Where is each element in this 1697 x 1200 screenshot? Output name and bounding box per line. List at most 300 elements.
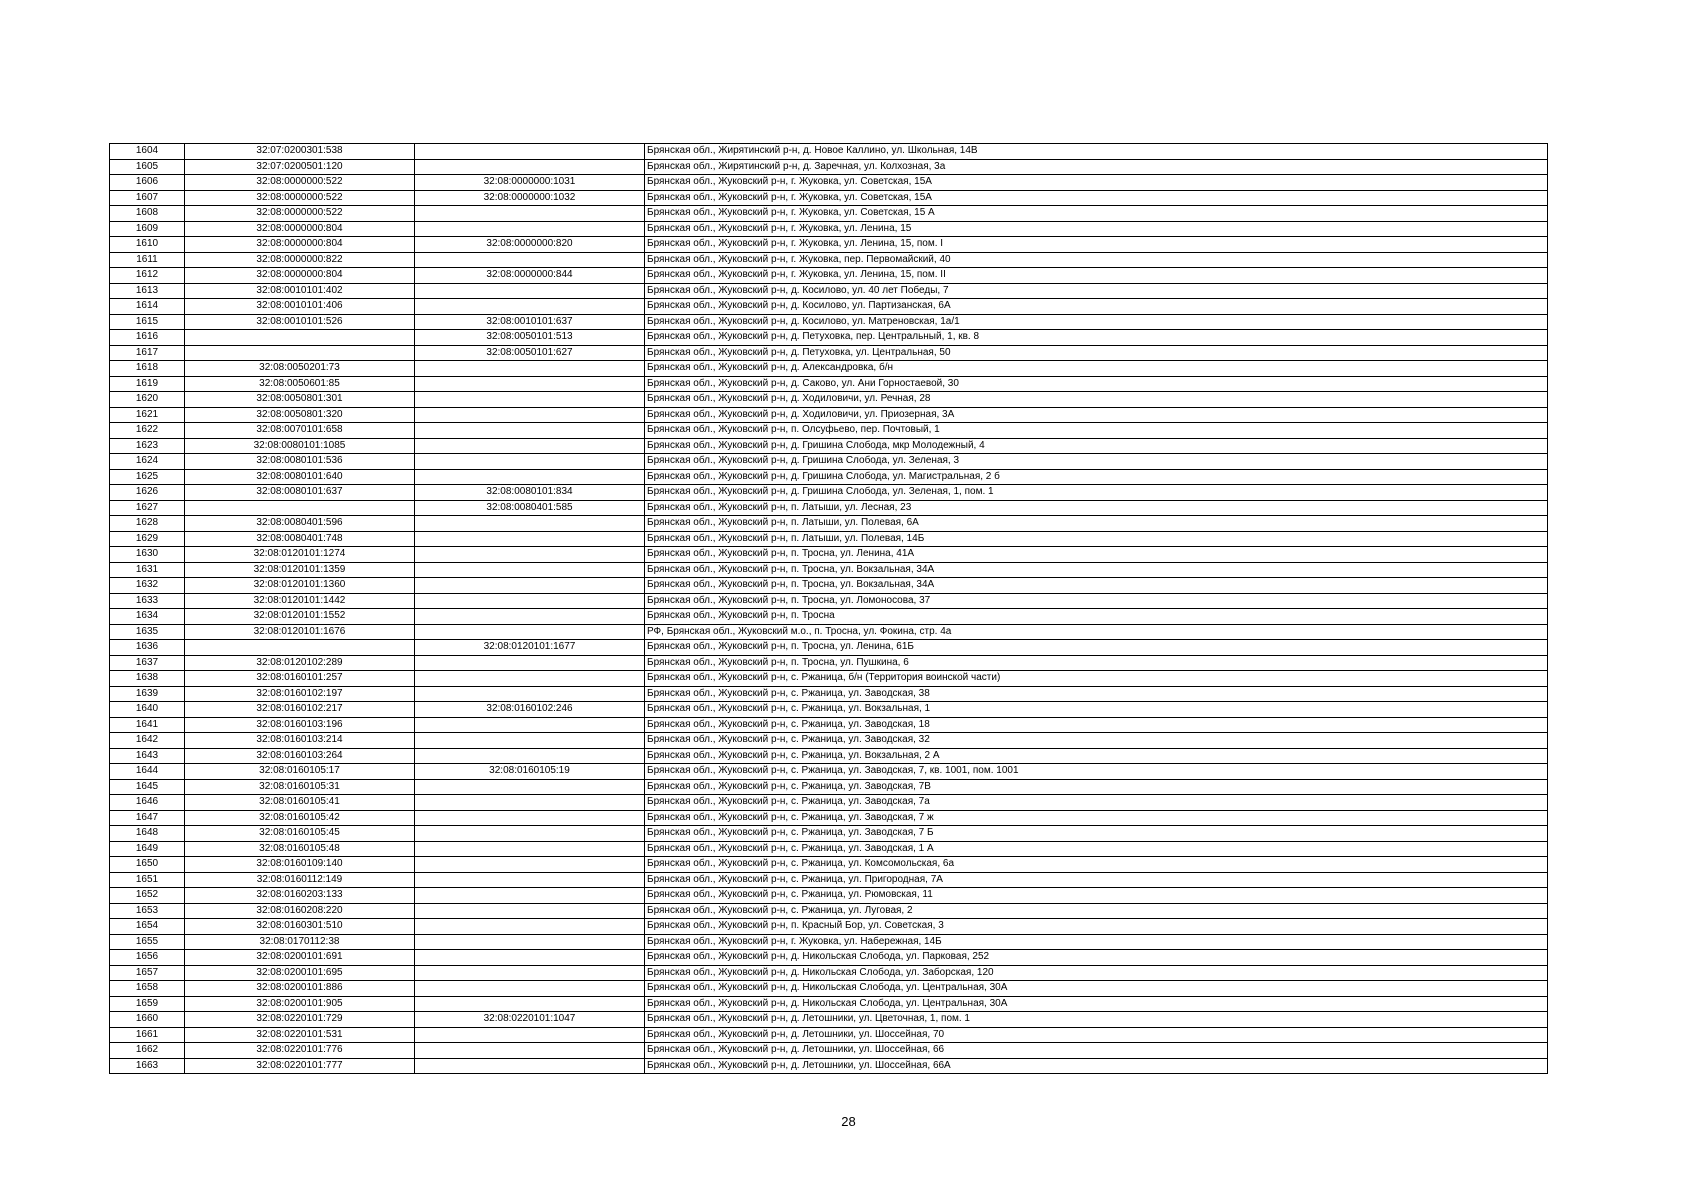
address-cell: Брянская обл., Жуковский р-н, д. Гришина Слобода, ул. Зеленая, 3 (645, 454, 1548, 470)
related-cadastral-number-cell (415, 996, 645, 1012)
address-cell: Брянская обл., Жуковский р-н, п. Олсуфьево, пер. Почтовый, 1 (645, 423, 1548, 439)
row-number-cell: 1633 (110, 593, 185, 609)
related-cadastral-number-cell (415, 779, 645, 795)
related-cadastral-number-cell (415, 717, 645, 733)
table-row (110, 795, 1548, 811)
row-number-cell: 1652 (110, 888, 185, 904)
table-row (110, 1058, 1548, 1074)
related-cadastral-number-cell (415, 872, 645, 888)
table-row (110, 640, 1548, 656)
cadastral-number-cell: 32:08:0010101:526 (185, 314, 415, 330)
cadastral-number-cell: 32:08:0050601:85 (185, 376, 415, 392)
related-cadastral-number-cell (415, 469, 645, 485)
registry-table (109, 143, 1548, 1074)
table-row (110, 981, 1548, 997)
row-number-cell: 1630 (110, 547, 185, 563)
related-cadastral-number-cell (415, 361, 645, 377)
table-row (110, 996, 1548, 1012)
related-cadastral-number-cell (415, 562, 645, 578)
cadastral-number-cell: 32:08:0120101:1359 (185, 562, 415, 578)
cadastral-number-cell: 32:08:0120101:1676 (185, 624, 415, 640)
row-number-cell: 1616 (110, 330, 185, 346)
registry-table-body (110, 144, 1548, 1074)
related-cadastral-number-cell: 32:08:0160105:19 (415, 764, 645, 780)
cadastral-number-cell: 32:08:0120101:1552 (185, 609, 415, 625)
cadastral-number-cell (185, 330, 415, 346)
address-cell: Брянская обл., Жуковский р-н, п. Тросна, ул. Ломоносова, 37 (645, 593, 1548, 609)
row-number-cell: 1610 (110, 237, 185, 253)
cadastral-number-cell: 32:08:0160112:149 (185, 872, 415, 888)
row-number-cell: 1628 (110, 516, 185, 532)
table-row (110, 872, 1548, 888)
address-cell: Брянская обл., Жуковский р-н, с. Ржаница, ул. Заводская, 18 (645, 717, 1548, 733)
cadastral-number-cell: 32:08:0010101:402 (185, 283, 415, 299)
related-cadastral-number-cell (415, 733, 645, 749)
address-cell: Брянская обл., Жуковский р-н, п. Латыши, ул. Полевая, 14Б (645, 531, 1548, 547)
table-row (110, 826, 1548, 842)
address-cell: Брянская обл., Жуковский р-н, д. Летошники, ул. Шоссейная, 70 (645, 1027, 1548, 1043)
address-cell: Брянская обл., Жуковский р-н, д. Гришина Слобода, мкр Молодежный, 4 (645, 438, 1548, 454)
row-number-cell: 1625 (110, 469, 185, 485)
cadastral-number-cell: 32:08:0160102:217 (185, 702, 415, 718)
row-number-cell: 1655 (110, 934, 185, 950)
cadastral-number-cell: 32:08:0050801:301 (185, 392, 415, 408)
cadastral-number-cell: 32:08:0160103:196 (185, 717, 415, 733)
table-row (110, 454, 1548, 470)
related-cadastral-number-cell (415, 888, 645, 904)
row-number-cell: 1639 (110, 686, 185, 702)
row-number-cell: 1660 (110, 1012, 185, 1028)
address-cell: РФ, Брянская обл., Жуковский м.о., п. Тросна, ул. Фокина, стр. 4а (645, 624, 1548, 640)
related-cadastral-number-cell (415, 671, 645, 687)
address-cell: Брянская обл., Жуковский р-н, д. Летошники, ул. Цветочная, 1, пом. 1 (645, 1012, 1548, 1028)
page-number: 28 (841, 1114, 856, 1129)
related-cadastral-number-cell: 32:08:0160102:246 (415, 702, 645, 718)
table-row (110, 810, 1548, 826)
related-cadastral-number-cell (415, 826, 645, 842)
row-number-cell: 1656 (110, 950, 185, 966)
cadastral-number-cell: 32:08:0120102:289 (185, 655, 415, 671)
row-number-cell: 1653 (110, 903, 185, 919)
row-number-cell: 1657 (110, 965, 185, 981)
related-cadastral-number-cell: 32:08:0000000:820 (415, 237, 645, 253)
related-cadastral-number-cell (415, 810, 645, 826)
related-cadastral-number-cell: 32:08:0050101:627 (415, 345, 645, 361)
table-row (110, 376, 1548, 392)
related-cadastral-number-cell (415, 965, 645, 981)
row-number-cell: 1627 (110, 500, 185, 516)
address-cell: Брянская обл., Жуковский р-н, п. Латыши, ул. Лесная, 23 (645, 500, 1548, 516)
cadastral-number-cell: 32:08:0160301:510 (185, 919, 415, 935)
address-cell: Брянская обл., Жуковский р-н, д. Летошники, ул. Шоссейная, 66 (645, 1043, 1548, 1059)
related-cadastral-number-cell (415, 283, 645, 299)
related-cadastral-number-cell (415, 919, 645, 935)
cadastral-number-cell: 32:08:0160103:214 (185, 733, 415, 749)
related-cadastral-number-cell (415, 438, 645, 454)
row-number-cell: 1624 (110, 454, 185, 470)
cadastral-number-cell: 32:08:0160105:42 (185, 810, 415, 826)
cadastral-number-cell: 32:08:0080101:640 (185, 469, 415, 485)
table-row (110, 469, 1548, 485)
cadastral-number-cell: 32:08:0160105:48 (185, 841, 415, 857)
address-cell: Брянская обл., Жуковский р-н, д. Косилово, ул. Матреновская, 1а/1 (645, 314, 1548, 330)
address-cell: Брянская обл., Жуковский р-н, д. Летошники, ул. Шоссейная, 66А (645, 1058, 1548, 1074)
cadastral-number-cell: 32:08:0160105:45 (185, 826, 415, 842)
cadastral-number-cell: 32:08:0220101:729 (185, 1012, 415, 1028)
address-cell: Брянская обл., Жуковский р-н, г. Жуковка, пер. Первомайский, 40 (645, 252, 1548, 268)
table-row (110, 888, 1548, 904)
related-cadastral-number-cell: 32:08:0080401:585 (415, 500, 645, 516)
related-cadastral-number-cell (415, 934, 645, 950)
table-row (110, 717, 1548, 733)
row-number-cell: 1626 (110, 485, 185, 501)
address-cell: Брянская обл., Жуковский р-н, с. Ржаница, ул. Заводская, 32 (645, 733, 1548, 749)
related-cadastral-number-cell (415, 376, 645, 392)
table-row (110, 283, 1548, 299)
related-cadastral-number-cell: 32:08:0050101:513 (415, 330, 645, 346)
cadastral-number-cell: 32:08:0000000:522 (185, 206, 415, 222)
table-row (110, 299, 1548, 315)
related-cadastral-number-cell (415, 516, 645, 532)
row-number-cell: 1658 (110, 981, 185, 997)
row-number-cell: 1608 (110, 206, 185, 222)
cadastral-number-cell (185, 640, 415, 656)
row-number-cell: 1647 (110, 810, 185, 826)
address-cell: Брянская обл., Жуковский р-н, с. Ржаница, ул. Заводская, 7 Б (645, 826, 1548, 842)
related-cadastral-number-cell: 32:08:0000000:1032 (415, 190, 645, 206)
related-cadastral-number-cell: 32:08:0220101:1047 (415, 1012, 645, 1028)
table-row (110, 655, 1548, 671)
cadastral-number-cell: 32:08:0160109:140 (185, 857, 415, 873)
row-number-cell: 1641 (110, 717, 185, 733)
address-cell: Брянская обл., Жуковский р-н, с. Ржаница, ул. Заводская, 1 А (645, 841, 1548, 857)
row-number-cell: 1654 (110, 919, 185, 935)
table-row (110, 392, 1548, 408)
related-cadastral-number-cell (415, 1043, 645, 1059)
table-row (110, 500, 1548, 516)
related-cadastral-number-cell (415, 1058, 645, 1074)
cadastral-number-cell: 32:08:0220101:777 (185, 1058, 415, 1074)
related-cadastral-number-cell (415, 159, 645, 175)
cadastral-number-cell: 32:08:0160105:17 (185, 764, 415, 780)
row-number-cell: 1651 (110, 872, 185, 888)
address-cell: Брянская обл., Жуковский р-н, д. Никольская Слобода, ул. Центральная, 30А (645, 981, 1548, 997)
table-row (110, 702, 1548, 718)
row-number-cell: 1621 (110, 407, 185, 423)
address-cell: Брянская обл., Жуковский р-н, п. Тросна (645, 609, 1548, 625)
row-number-cell: 1611 (110, 252, 185, 268)
address-cell: Брянская обл., Жуковский р-н, д. Косилово, ул. Партизанская, 6А (645, 299, 1548, 315)
cadastral-number-cell: 32:08:0000000:522 (185, 175, 415, 191)
address-cell: Брянская обл., Жуковский р-н, с. Ржаница, б/н (Территория воинской части) (645, 671, 1548, 687)
address-cell: Брянская обл., Жуковский р-н, г. Жуковка, ул. Советская, 15А (645, 175, 1548, 191)
address-cell: Брянская обл., Жуковский р-н, п. Латыши, ул. Полевая, 6А (645, 516, 1548, 532)
related-cadastral-number-cell (415, 981, 645, 997)
address-cell: Брянская обл., Жуковский р-н, г. Жуковка, ул. Ленина, 15, пом. I (645, 237, 1548, 253)
table-row (110, 190, 1548, 206)
row-number-cell: 1631 (110, 562, 185, 578)
table-row (110, 733, 1548, 749)
table-row (110, 950, 1548, 966)
table-row (110, 779, 1548, 795)
table-row (110, 965, 1548, 981)
related-cadastral-number-cell (415, 407, 645, 423)
related-cadastral-number-cell: 32:08:0000000:1031 (415, 175, 645, 191)
address-cell: Брянская обл., Жуковский р-н, с. Ржаница, ул. Вокзальная, 2 А (645, 748, 1548, 764)
related-cadastral-number-cell (415, 748, 645, 764)
row-number-cell: 1634 (110, 609, 185, 625)
address-cell: Брянская обл., Жуковский р-н, д. Ходиловичи, ул. Приозерная, 3А (645, 407, 1548, 423)
row-number-cell: 1662 (110, 1043, 185, 1059)
address-cell: Брянская обл., Жуковский р-н, с. Ржаница, ул. Заводская, 7В (645, 779, 1548, 795)
row-number-cell: 1646 (110, 795, 185, 811)
table-row (110, 748, 1548, 764)
table-row (110, 485, 1548, 501)
table-row (110, 578, 1548, 594)
table-row (110, 531, 1548, 547)
cadastral-number-cell: 32:08:0120101:1442 (185, 593, 415, 609)
cadastral-number-cell: 32:08:0160105:31 (185, 779, 415, 795)
row-number-cell: 1623 (110, 438, 185, 454)
cadastral-number-cell: 32:08:0160103:264 (185, 748, 415, 764)
related-cadastral-number-cell (415, 144, 645, 160)
related-cadastral-number-cell (415, 841, 645, 857)
related-cadastral-number-cell (415, 578, 645, 594)
cadastral-number-cell: 32:08:0080401:596 (185, 516, 415, 532)
table-row (110, 1043, 1548, 1059)
address-cell: Брянская обл., Жуковский р-н, д. Петуховка, пер. Центральный, 1, кв. 8 (645, 330, 1548, 346)
related-cadastral-number-cell (415, 857, 645, 873)
table-row (110, 609, 1548, 625)
related-cadastral-number-cell (415, 903, 645, 919)
row-number-cell: 1649 (110, 841, 185, 857)
row-number-cell: 1604 (110, 144, 185, 160)
address-cell: Брянская обл., Жуковский р-н, п. Тросна, ул. Вокзальная, 34А (645, 578, 1548, 594)
cadastral-number-cell (185, 500, 415, 516)
row-number-cell: 1643 (110, 748, 185, 764)
cadastral-number-cell: 32:08:0160203:133 (185, 888, 415, 904)
address-cell: Брянская обл., Жуковский р-н, д. Гришина Слобода, ул. Зеленая, 1, пом. 1 (645, 485, 1548, 501)
row-number-cell: 1637 (110, 655, 185, 671)
row-number-cell: 1619 (110, 376, 185, 392)
address-cell: Брянская обл., Жуковский р-н, с. Ржаница, ул. Луговая, 2 (645, 903, 1548, 919)
cadastral-number-cell: 32:08:0160208:220 (185, 903, 415, 919)
table-row (110, 314, 1548, 330)
related-cadastral-number-cell (415, 531, 645, 547)
cadastral-number-cell: 32:08:0200101:905 (185, 996, 415, 1012)
cadastral-number-cell: 32:08:0010101:406 (185, 299, 415, 315)
cadastral-number-cell: 32:08:0070101:658 (185, 423, 415, 439)
row-number-cell: 1644 (110, 764, 185, 780)
row-number-cell: 1622 (110, 423, 185, 439)
row-number-cell: 1620 (110, 392, 185, 408)
address-cell: Брянская обл., Жуковский р-н, д. Никольская Слобода, ул. Центральная, 30А (645, 996, 1548, 1012)
table-row (110, 175, 1548, 191)
table-row (110, 903, 1548, 919)
related-cadastral-number-cell: 32:08:0010101:637 (415, 314, 645, 330)
related-cadastral-number-cell (415, 795, 645, 811)
address-cell: Брянская обл., Жуковский р-н, с. Ржаница, ул. Вокзальная, 1 (645, 702, 1548, 718)
cadastral-number-cell: 32:07:0200301:538 (185, 144, 415, 160)
row-number-cell: 1613 (110, 283, 185, 299)
row-number-cell: 1650 (110, 857, 185, 873)
related-cadastral-number-cell (415, 950, 645, 966)
table-row (110, 857, 1548, 873)
address-cell: Брянская обл., Жуковский р-н, с. Ржаница, ул. Рюмовская, 11 (645, 888, 1548, 904)
table-row (110, 516, 1548, 532)
row-number-cell: 1629 (110, 531, 185, 547)
row-number-cell: 1648 (110, 826, 185, 842)
row-number-cell: 1663 (110, 1058, 185, 1074)
table-row (110, 547, 1548, 563)
address-cell: Брянская обл., Жуковский р-н, п. Тросна, ул. Ленина, 61Б (645, 640, 1548, 656)
address-cell: Брянская обл., Жуковский р-н, с. Ржаница, ул. Заводская, 7а (645, 795, 1548, 811)
row-number-cell: 1605 (110, 159, 185, 175)
cadastral-number-cell: 32:08:0160101:257 (185, 671, 415, 687)
table-row (110, 438, 1548, 454)
table-row (110, 562, 1548, 578)
address-cell: Брянская обл., Жуковский р-н, д. Александровка, б/н (645, 361, 1548, 377)
related-cadastral-number-cell (415, 624, 645, 640)
cadastral-number-cell: 32:08:0160102:197 (185, 686, 415, 702)
table-row (110, 221, 1548, 237)
row-number-cell: 1638 (110, 671, 185, 687)
row-number-cell: 1617 (110, 345, 185, 361)
address-cell: Брянская обл., Жуковский р-н, с. Ржаница, ул. Пригородная, 7А (645, 872, 1548, 888)
row-number-cell: 1618 (110, 361, 185, 377)
table-row (110, 686, 1548, 702)
table-row (110, 1012, 1548, 1028)
table-row (110, 671, 1548, 687)
related-cadastral-number-cell: 32:08:0080101:834 (415, 485, 645, 501)
cadastral-number-cell: 32:08:0080101:1085 (185, 438, 415, 454)
cadastral-number-cell: 32:08:0120101:1360 (185, 578, 415, 594)
address-cell: Брянская обл., Жуковский р-н, с. Ржаница, ул. Заводская, 7 ж (645, 810, 1548, 826)
table-row (110, 624, 1548, 640)
cadastral-number-cell (185, 345, 415, 361)
address-cell: Брянская обл., Жирятинский р-н, д. Новое Каллино, ул. Школьная, 14В (645, 144, 1548, 160)
row-number-cell: 1632 (110, 578, 185, 594)
cadastral-number-cell: 32:08:0220101:776 (185, 1043, 415, 1059)
row-number-cell: 1606 (110, 175, 185, 191)
table-row (110, 206, 1548, 222)
cadastral-number-cell: 32:08:0200101:691 (185, 950, 415, 966)
address-cell: Брянская обл., Жуковский р-н, с. Ржаница, ул. Заводская, 7, кв. 1001, пом. 1001 (645, 764, 1548, 780)
cadastral-number-cell: 32:08:0000000:522 (185, 190, 415, 206)
row-number-cell: 1661 (110, 1027, 185, 1043)
address-cell: Брянская обл., Жуковский р-н, д. Петуховка, ул. Центральная, 50 (645, 345, 1548, 361)
related-cadastral-number-cell (415, 454, 645, 470)
table-row (110, 330, 1548, 346)
row-number-cell: 1636 (110, 640, 185, 656)
related-cadastral-number-cell (415, 392, 645, 408)
row-number-cell: 1640 (110, 702, 185, 718)
address-cell: Брянская обл., Жуковский р-н, д. Никольская Слобода, ул. Заборская, 120 (645, 965, 1548, 981)
related-cadastral-number-cell (415, 547, 645, 563)
address-cell: Брянская обл., Жуковский р-н, г. Жуковка, ул. Советская, 15 А (645, 206, 1548, 222)
table-row (110, 919, 1548, 935)
address-cell: Брянская обл., Жуковский р-н, г. Жуковка, ул. Ленина, 15, пом. II (645, 268, 1548, 284)
address-cell: Брянская обл., Жуковский р-н, п. Тросна, ул. Ленина, 41А (645, 547, 1548, 563)
row-number-cell: 1612 (110, 268, 185, 284)
address-cell: Брянская обл., Жуковский р-н, д. Ходиловичи, ул. Речная, 28 (645, 392, 1548, 408)
related-cadastral-number-cell (415, 206, 645, 222)
table-row (110, 407, 1548, 423)
row-number-cell: 1659 (110, 996, 185, 1012)
row-number-cell: 1609 (110, 221, 185, 237)
address-cell: Брянская обл., Жуковский р-н, г. Жуковка, ул. Набережная, 14Б (645, 934, 1548, 950)
address-cell: Брянская обл., Жуковский р-н, с. Ржаница, ул. Заводская, 38 (645, 686, 1548, 702)
table-row (110, 252, 1548, 268)
related-cadastral-number-cell (415, 609, 645, 625)
related-cadastral-number-cell (415, 593, 645, 609)
address-cell: Брянская обл., Жуковский р-н, д. Гришина Слобода, ул. Магистральная, 2 б (645, 469, 1548, 485)
related-cadastral-number-cell (415, 655, 645, 671)
address-cell: Брянская обл., Жирятинский р-н, д. Заречная, ул. Колхозная, 3а (645, 159, 1548, 175)
cadastral-number-cell: 32:08:0050801:320 (185, 407, 415, 423)
address-cell: Брянская обл., Жуковский р-н, д. Косилово, ул. 40 лет Победы, 7 (645, 283, 1548, 299)
row-number-cell: 1635 (110, 624, 185, 640)
table-row (110, 934, 1548, 950)
table-row (110, 361, 1548, 377)
cadastral-number-cell: 32:08:0220101:531 (185, 1027, 415, 1043)
address-cell: Брянская обл., Жуковский р-н, п. Тросна, ул. Вокзальная, 34А (645, 562, 1548, 578)
cadastral-number-cell: 32:08:0080101:637 (185, 485, 415, 501)
related-cadastral-number-cell (415, 299, 645, 315)
table-row (110, 1027, 1548, 1043)
address-cell: Брянская обл., Жуковский р-н, г. Жуковка, ул. Ленина, 15 (645, 221, 1548, 237)
address-cell: Брянская обл., Жуковский р-н, д. Никольская Слобода, ул. Парковая, 252 (645, 950, 1548, 966)
cadastral-number-cell: 32:08:0080401:748 (185, 531, 415, 547)
address-cell: Брянская обл., Жуковский р-н, г. Жуковка, ул. Советская, 15А (645, 190, 1548, 206)
cadastral-number-cell: 32:08:0160105:41 (185, 795, 415, 811)
cadastral-number-cell: 32:08:0170112:38 (185, 934, 415, 950)
cadastral-number-cell: 32:08:0080101:536 (185, 454, 415, 470)
address-cell: Брянская обл., Жуковский р-н, п. Тросна, ул. Пушкина, 6 (645, 655, 1548, 671)
row-number-cell: 1615 (110, 314, 185, 330)
table-row (110, 764, 1548, 780)
related-cadastral-number-cell (415, 252, 645, 268)
cadastral-number-cell: 32:08:0050201:73 (185, 361, 415, 377)
table-row (110, 159, 1548, 175)
related-cadastral-number-cell (415, 221, 645, 237)
cadastral-number-cell: 32:07:0200501:120 (185, 159, 415, 175)
related-cadastral-number-cell (415, 423, 645, 439)
row-number-cell: 1614 (110, 299, 185, 315)
cadastral-number-cell: 32:08:0000000:804 (185, 268, 415, 284)
cadastral-number-cell: 32:08:0000000:804 (185, 237, 415, 253)
table-row (110, 593, 1548, 609)
row-number-cell: 1607 (110, 190, 185, 206)
related-cadastral-number-cell: 32:08:0120101:1677 (415, 640, 645, 656)
cadastral-number-cell: 32:08:0200101:695 (185, 965, 415, 981)
row-number-cell: 1642 (110, 733, 185, 749)
address-cell: Брянская обл., Жуковский р-н, д. Саково, ул. Ани Горностаевой, 30 (645, 376, 1548, 392)
cadastral-number-cell: 32:08:0000000:804 (185, 221, 415, 237)
related-cadastral-number-cell (415, 686, 645, 702)
table-row (110, 237, 1548, 253)
table-row (110, 144, 1548, 160)
cadastral-number-cell: 32:08:0120101:1274 (185, 547, 415, 563)
table-row (110, 268, 1548, 284)
address-cell: Брянская обл., Жуковский р-н, с. Ржаница, ул. Комсомольская, 6а (645, 857, 1548, 873)
row-number-cell: 1645 (110, 779, 185, 795)
cadastral-number-cell: 32:08:0200101:886 (185, 981, 415, 997)
table-row (110, 841, 1548, 857)
related-cadastral-number-cell: 32:08:0000000:844 (415, 268, 645, 284)
address-cell: Брянская обл., Жуковский р-н, п. Красный Бор, ул. Советская, 3 (645, 919, 1548, 935)
related-cadastral-number-cell (415, 1027, 645, 1043)
